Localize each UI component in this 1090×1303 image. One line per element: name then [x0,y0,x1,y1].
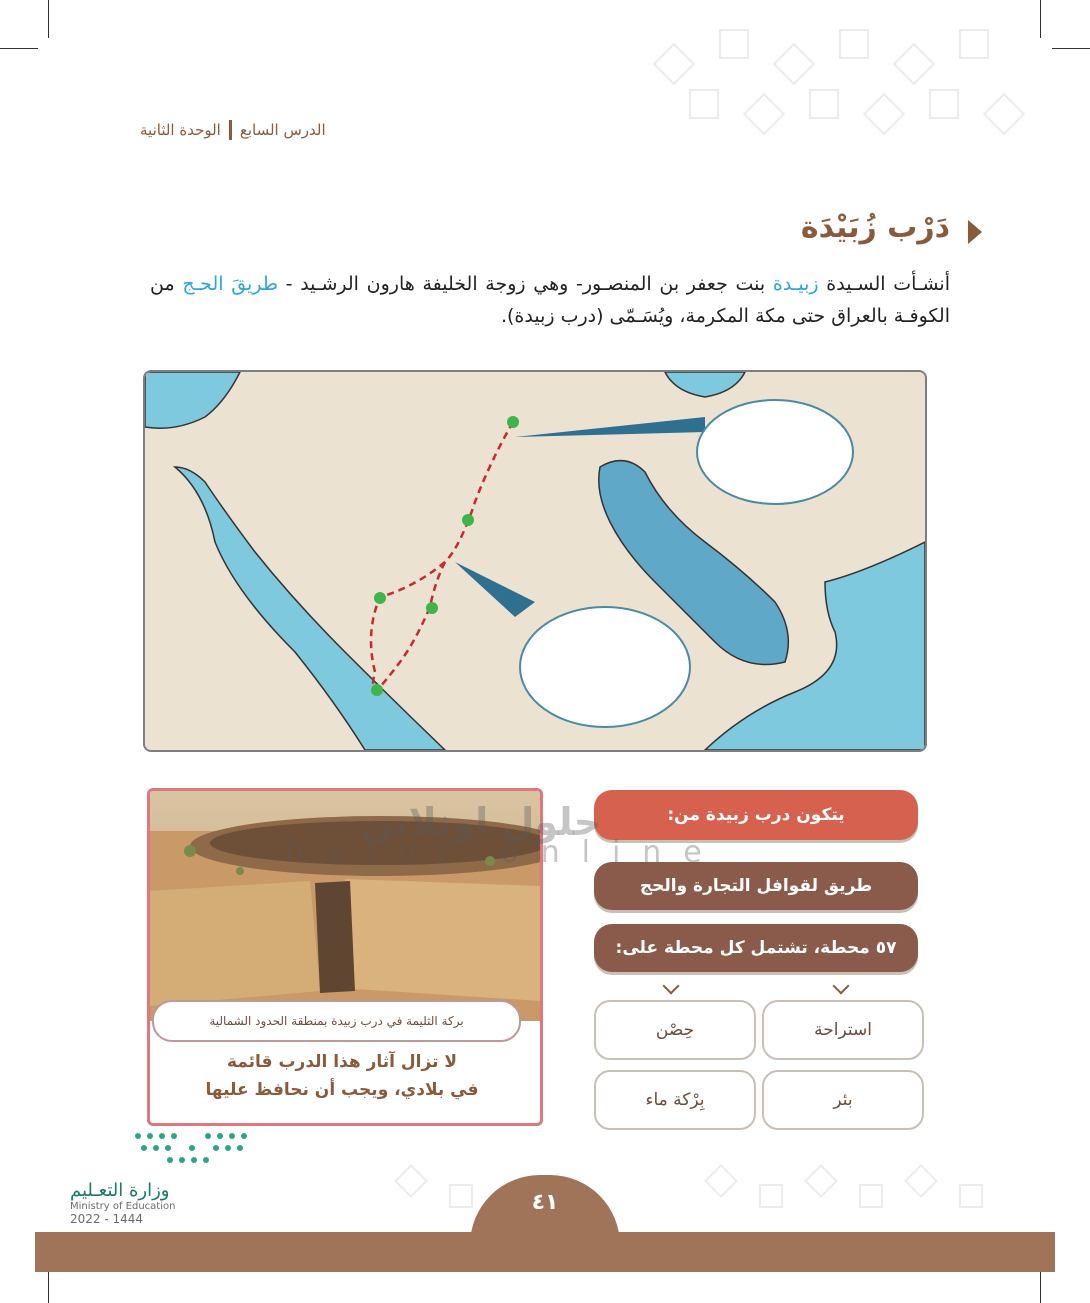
crop-mark [48,0,49,38]
station-item-label: استراحة [814,1020,872,1040]
route-map [143,370,927,752]
unit-label: الوحدة الثانية [140,121,221,139]
intro-paragraph [150,268,950,332]
title-arrow-icon [968,220,982,244]
station-item-pool [594,1070,756,1130]
crop-mark [0,48,38,49]
station-item-fort [594,1000,756,1060]
station-item-rest [762,1000,924,1060]
station-item-label: بِرْكة ماء [645,1090,705,1110]
paragraph-text: أنشـأت السـيدة [818,273,950,295]
edition-year: 2022 - 1444 [70,1212,144,1226]
photo-caption: بركة الثليمة في درب زبيدة بمنطقة الحدود الشمالية [152,1000,521,1042]
header-divider [229,120,232,140]
diagram-route-label: طريق لقوافل التجارة والحج [639,876,873,896]
station-item-label: بئر [833,1090,853,1110]
photo-note [150,1048,534,1104]
diagram-stations [594,924,918,972]
station-item-label: حِصْن [655,1020,695,1040]
chevron-down-icon [663,978,680,995]
note-line: لا تزال آثار هذا الدرب قائمة [226,1052,458,1072]
geometric-pattern [640,10,1060,150]
lesson-header [140,118,380,142]
section-title: دَرْب زُبَيْدَة [800,210,950,245]
station-item-well [762,1070,924,1130]
footer-bar [35,1232,1055,1272]
diagram-stations-label: ٥٧ محطة، تشتمل كل محطة على: [615,938,897,958]
ministry-name-ar: وزارة التعـليم [70,1180,170,1201]
keyword-hajj-road: طريقَ الحـج [182,273,278,295]
page-number: ٤١ [531,1190,559,1215]
paragraph-text: بنت جعفر بن المنصـور- وهي زوجة الخليفة هارون الرشـيد - [277,273,773,295]
diagram-header-label: يتكون درب زبيدة من: [667,805,845,825]
ministry-block [70,1180,175,1226]
ministry-name-en: Ministry of Education [70,1201,176,1212]
chevron-down-icon [833,978,850,995]
diagram-header [594,790,918,840]
watermark-latin: hulul.online [285,835,724,870]
watermark-arabic: حلول اونلاين [360,800,602,844]
map-drawing [145,372,925,750]
ministry-logo-icon [130,1128,255,1168]
keyword-zubaida: زبيـدة [772,273,819,295]
note-line: في بلادي، ويجب أن نحافظ عليها [205,1080,479,1100]
lesson-label: الدرس السابع [239,121,326,139]
paragraph-text: من الكوفـة بالعراق حتى مكة المكرمة، ويُسَـمّى (درب زبيدة). [150,273,950,327]
